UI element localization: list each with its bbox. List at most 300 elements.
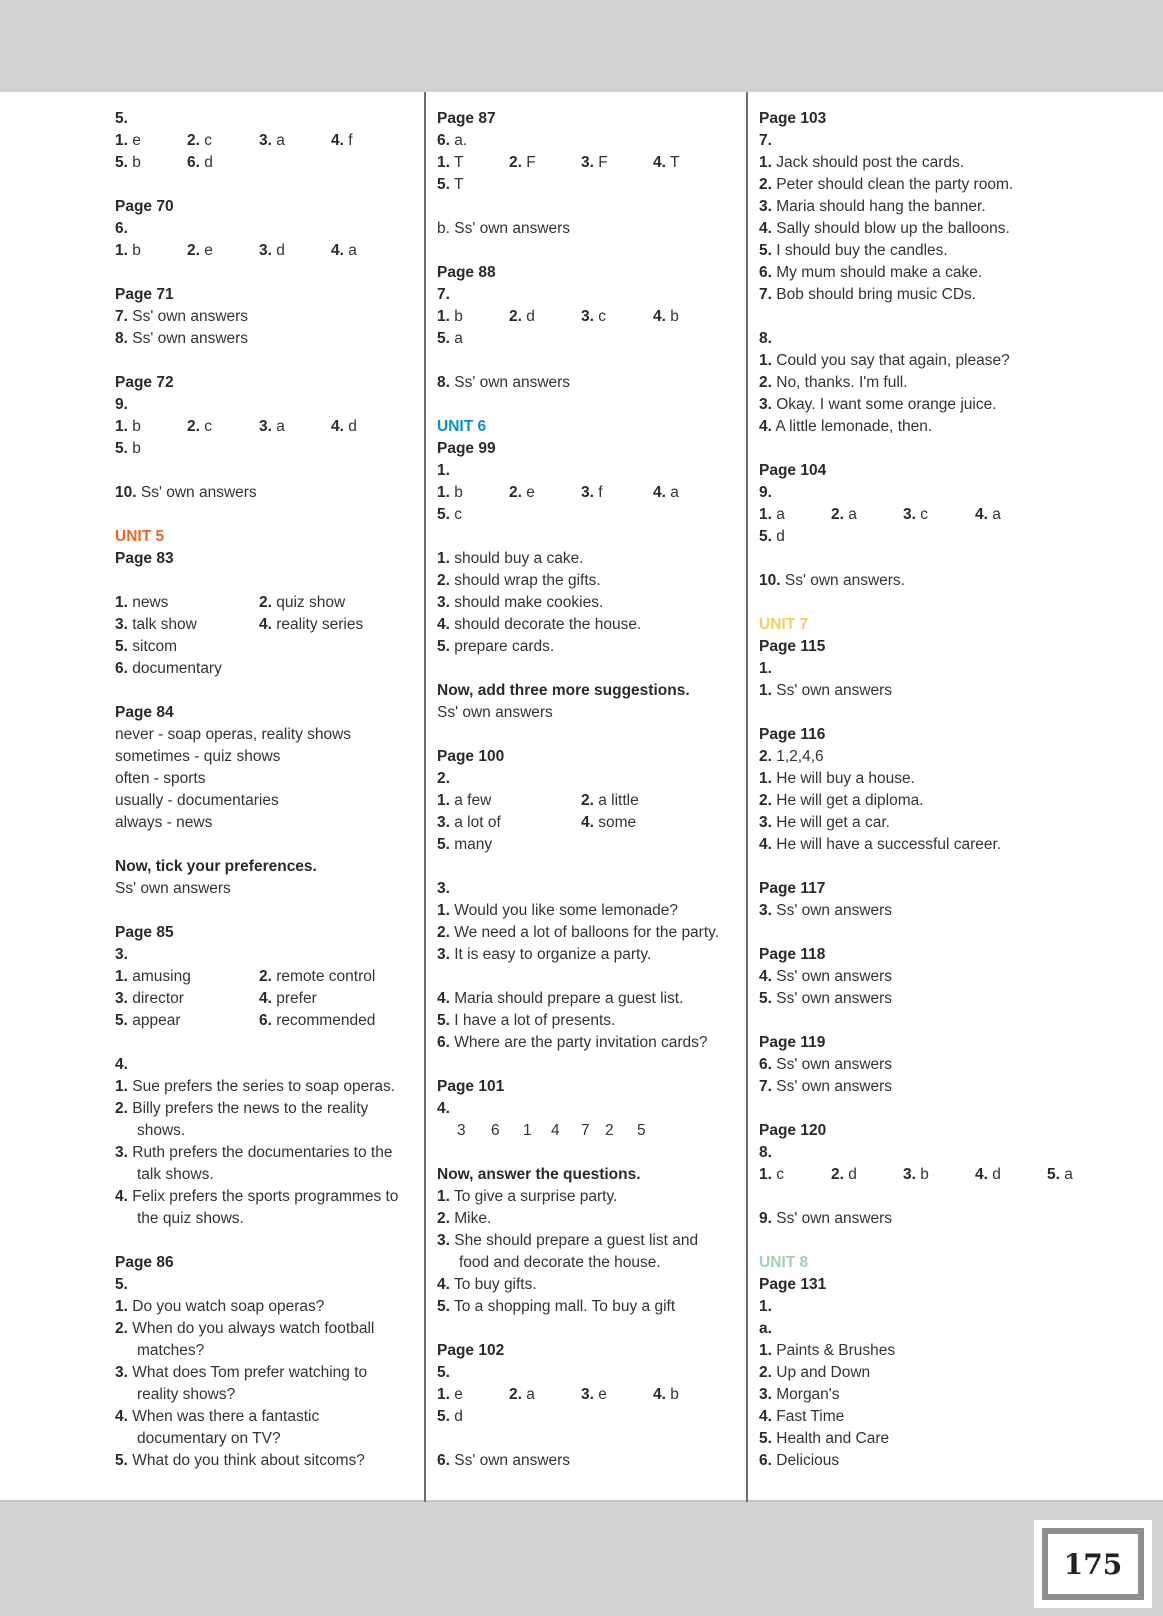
item-answer: Could you say that again, please? [771,352,1010,369]
section-heading: Page 99 [437,440,496,457]
answer-cell [581,482,603,504]
item-answer: c [593,308,606,325]
item-answer: documentary [127,660,222,677]
item-answer: F [593,154,608,171]
item-answer: d [199,154,213,171]
section-heading: Page 88 [437,264,496,281]
answer-text: sometimes - quiz shows [115,748,281,765]
answer-item [115,1076,398,1098]
item-answer: c [449,506,462,523]
item-number: 5. [437,1012,450,1029]
item-number: 3. [759,902,772,919]
item-number: 2. [437,572,450,589]
answer-cell [259,1010,375,1032]
item-answer: He will get a car. [771,814,890,831]
item-number: 2. [437,1210,450,1227]
blank-line [115,570,398,592]
answer-item [759,1076,1013,1098]
section-heading: 4. [437,1100,450,1117]
item-answer: Ss' own answers [771,1210,893,1227]
section-heading: Page 118 [759,946,826,963]
item-answer: d [271,242,285,259]
answer-row [437,174,719,196]
blank-line [759,856,1013,878]
answer-item [759,1208,1013,1230]
item-number: 5. [759,242,772,259]
item-number: 4. [259,616,272,633]
item-number: 2. [759,748,772,765]
section-heading: 8. [759,1144,772,1161]
item-answer: Ss' own answers [771,1078,893,1095]
item-answer: c [771,1166,784,1183]
section-heading: Page 119 [759,1034,826,1051]
section-heading: 9. [115,396,128,413]
answer-item [437,900,719,922]
item-number: 4. [759,220,772,237]
item-number: 2. [259,968,272,985]
item-number: 2. [187,242,200,259]
answer-cell [437,790,491,812]
section-heading: 5. [437,1364,450,1381]
item-number: 1. [759,682,772,699]
answer-item [759,834,1013,856]
answer-cell [437,812,501,834]
item-number: 1. [437,792,450,809]
answer-item [437,1186,719,1208]
item-number: 3. [259,132,272,149]
answer-cell [437,1384,463,1406]
answer-item [759,1406,1013,1428]
item-number: 5. [437,176,450,193]
item-answer: a [271,132,285,149]
answer-cell [115,966,191,988]
blank-line [437,658,719,680]
order-sequence [437,1120,719,1142]
answer-text: Ss' own answers [115,880,231,897]
item-number: 1. [759,506,772,523]
item-answer: e [593,1386,607,1403]
section-heading: Page 83 [115,550,174,567]
item-answer: a [843,506,857,523]
item-answer: a [771,506,785,523]
section-heading: 5. [115,110,128,127]
answer-cell [259,130,285,152]
item-answer: d [843,1166,857,1183]
blank-line [115,834,398,856]
answer-cell [259,988,317,1010]
item-answer: b [449,308,463,325]
item-number: 3. [115,1144,128,1161]
section-heading: 8. [759,330,772,347]
answer-cell [437,482,463,504]
blank-line [437,724,719,746]
item-number: 1. [759,154,772,171]
item-answer: c [915,506,928,523]
blank-line [115,504,398,526]
answer-item [115,1318,398,1340]
item-answer: It is easy to organize a party. [449,946,652,963]
answer-text: usually - documentaries [115,792,279,809]
answer-row [115,614,398,636]
item-answer: appear [127,1012,181,1029]
item-answer: He will buy a house. [771,770,915,787]
answer-item [759,416,1013,438]
item-number: 3. [259,418,272,435]
item-number: 1. [437,1188,450,1205]
item-answer: Ss' own answers [771,682,893,699]
item-number: 5. [115,154,128,171]
answer-cell [653,1384,679,1406]
answer-cell [581,306,606,328]
item-answer: Health and Care [771,1430,890,1447]
item-answer: Mike. [449,1210,492,1227]
item-number: 6. [759,1452,772,1469]
item-number: 5. [115,440,128,457]
answer-item [437,592,719,614]
answer-item [115,1406,398,1428]
answer-row [115,130,398,152]
item-number: 4. [115,1188,128,1205]
item-number: 2. [831,1166,844,1183]
item-number: 4. [653,154,666,171]
item-number: 5. [759,1430,772,1447]
item-answer: To give a surprise party. [449,1188,618,1205]
section-heading: 3. [437,880,450,897]
sequence-number: 1 [523,1122,532,1139]
answer-item [759,570,1013,592]
item-answer: Sally should blow up the balloons. [771,220,1010,237]
item-answer: reality series [271,616,364,633]
blank-line [437,240,719,262]
answer-item [437,1032,719,1054]
answer-item [437,834,719,856]
answer-cell [115,1010,181,1032]
blank-line [115,1230,398,1252]
item-answer: No, thanks. I'm full. [771,374,908,391]
blank-line [759,702,1013,724]
item-answer: e [521,484,535,501]
answer-cell [831,1164,857,1186]
item-answer: Ss' own answers [771,968,893,985]
item-answer: Peter should clean the party room. [771,176,1014,193]
item-answer: Maria should prepare a guest list. [449,990,684,1007]
item-number: 3. [903,1166,916,1183]
item-number: 3. [259,242,272,259]
answer-cell [975,504,1001,526]
answer-row [437,812,719,834]
item-answer: a lot of [449,814,501,831]
answer-item [759,196,1013,218]
answer-item [115,1098,398,1120]
item-answer: remote control [271,968,376,985]
answer-item [437,988,719,1010]
sequence-number: 2 [605,1122,614,1139]
answer-item [759,988,1013,1010]
page-number: 175 [1063,1547,1123,1581]
answer-cell [581,152,608,174]
answer-cell [437,174,463,196]
answer-item [437,1450,719,1472]
item-number: 5. [759,528,772,545]
sequence-number: 4 [551,1122,560,1139]
item-answer: Okay. I want some orange juice. [771,396,997,413]
answer-item [437,130,719,152]
section-heading: 1. [759,660,772,677]
item-answer: Where are the party invitation cards? [449,1034,708,1051]
item-number: 4. [975,1166,988,1183]
item-answer: f [343,132,353,149]
answer-text: Ss' own answers [437,704,553,721]
answer-continuation: matches? [137,1342,205,1359]
item-answer: I should buy the candles. [771,242,948,259]
sequence-number: 3 [457,1122,466,1139]
answer-item [759,966,1013,988]
item-answer: Ruth prefers the documentaries to the [127,1144,393,1161]
item-number: 5. [437,506,450,523]
item-answer: T [449,154,464,171]
item-number: 2. [115,1100,128,1117]
item-number: 3. [115,1364,128,1381]
item-answer: f [593,484,603,501]
item-number: 3. [759,1386,772,1403]
answer-item [759,152,1013,174]
item-number: 6. [187,154,200,171]
answer-cell [115,988,184,1010]
answer-cell [187,152,213,174]
item-number: 2. [759,374,772,391]
item-number: 2. [831,506,844,523]
item-number: 1. [759,1342,772,1359]
answer-row [437,328,719,350]
answer-item [759,900,1013,922]
item-number: 1. [437,550,450,567]
answer-item [759,1384,1013,1406]
blank-line [759,1230,1013,1252]
item-number: 4. [331,418,344,435]
answer-cell [187,240,213,262]
item-answer: 1,2,4,6 [771,748,824,765]
item-number: 3. [437,1232,450,1249]
item-number: 1. [437,484,450,501]
answer-item [437,1230,719,1252]
item-number: 1. [115,242,128,259]
item-number: 1. [437,154,450,171]
blank-line [437,394,719,416]
answer-item [437,1274,719,1296]
answer-text: often - sports [115,770,206,787]
blank-line [759,438,1013,460]
answer-item [115,328,398,350]
unit-heading: UNIT 6 [437,418,487,435]
item-answer: b [127,418,141,435]
item-answer: recommended [271,1012,376,1029]
item-number: 2. [759,1364,772,1381]
answer-cell [437,328,463,350]
item-answer: T [665,154,680,171]
page-number-box [1034,1520,1152,1608]
item-number: 10. [115,484,137,501]
item-number: 3. [115,990,128,1007]
item-answer: I have a lot of presents. [449,1012,616,1029]
answer-item [437,372,719,394]
section-heading: Page 116 [759,726,826,743]
answer-continuation: reality shows? [137,1386,236,1403]
item-answer: quiz show [271,594,346,611]
item-answer: Up and Down [771,1364,871,1381]
item-number: 5. [437,836,450,853]
section-heading: Page 84 [115,704,174,721]
answer-continuation: shows. [137,1122,186,1139]
answer-item [437,944,719,966]
section-heading: 7. [759,132,772,149]
item-number: 6. [759,1056,772,1073]
item-number: 7. [759,1078,772,1095]
blank-line [437,1428,719,1450]
item-number: 4. [437,1276,450,1293]
answer-cell [437,504,462,526]
item-answer: should decorate the house. [449,616,642,633]
blank-line [115,174,398,196]
item-number: 2. [509,1386,522,1403]
bottom-band [0,1502,1163,1616]
answer-cell [903,504,928,526]
answer-item [437,636,719,658]
item-answer: d [771,528,785,545]
answer-item [759,680,1013,702]
answer-cell [115,152,141,174]
answer-row [437,790,719,812]
answer-cell [259,416,285,438]
item-number: 3. [437,594,450,611]
item-number: 4. [437,616,450,633]
item-answer: b [665,308,679,325]
answer-cell [759,1164,784,1186]
item-number: 2. [509,154,522,171]
answer-cell [259,592,345,614]
item-answer: should wrap the gifts. [449,572,601,589]
item-number: 2. [187,132,200,149]
item-number: 7. [115,308,128,325]
answer-row [759,504,1013,526]
item-answer: What does Tom prefer watching to [127,1364,368,1381]
top-band [0,0,1163,92]
answer-item [115,636,398,658]
answer-item [759,1362,1013,1384]
item-number: 6. [759,264,772,281]
item-number: 1. [115,968,128,985]
item-answer: b [915,1166,929,1183]
answer-column-3 [759,108,1073,1472]
item-number: 1. [437,308,450,325]
item-number: 7. [759,286,772,303]
item-number: 2. [509,484,522,501]
item-answer: Ss' own answers [127,330,249,347]
answer-item [759,350,1013,372]
section-heading: 5. [115,1276,128,1293]
answer-column-2 [437,108,719,1472]
answer-cell [115,438,141,460]
column-divider [424,92,426,1502]
answer-item [759,1428,1013,1450]
answer-continuation: documentary on TV? [137,1430,281,1447]
item-number: 4. [259,990,272,1007]
item-answer: Fast Time [771,1408,845,1425]
item-answer: b [127,154,141,171]
answer-row [115,240,398,262]
item-answer: a [987,506,1001,523]
section-heading: Now, answer the questions. [437,1166,641,1183]
section-heading: 4. [115,1056,128,1073]
answer-item [437,614,719,636]
item-number: 4. [653,1386,666,1403]
item-answer: When was there a fantastic [127,1408,320,1425]
answer-cell [187,416,212,438]
column-divider [746,92,748,1502]
item-answer: e [127,132,141,149]
item-number: 5. [437,638,450,655]
item-answer: b [127,440,141,457]
item-answer: Felix prefers the sports programmes to [127,1188,399,1205]
item-answer: b [127,242,141,259]
blank-line [437,1318,719,1340]
answer-item [759,218,1013,240]
item-number: 5. [115,638,128,655]
answer-cell [437,306,463,328]
blank-line [437,966,719,988]
answer-item [759,746,1013,768]
answer-item [115,1450,398,1472]
blank-line [437,1054,719,1076]
item-number: 4. [759,836,772,853]
section-heading: 7. [437,286,450,303]
answer-cell [187,130,212,152]
item-answer: Bob should bring music CDs. [771,286,977,303]
item-answer: My mum should make a cake. [771,264,983,281]
item-number: 5. [437,1298,450,1315]
item-answer: Ss' own answers [771,902,893,919]
answer-item [759,240,1013,262]
answer-text: never - soap operas, reality shows [115,726,352,743]
item-number: 2. [759,792,772,809]
blank-line [115,460,398,482]
item-answer: a [1059,1166,1073,1183]
answer-cell [259,240,285,262]
answer-cell [331,416,357,438]
answer-column-1 [115,108,398,1472]
item-number: 6. [437,132,450,149]
item-answer: She should prepare a guest list and [449,1232,699,1249]
item-answer: c [199,418,212,435]
blank-line [759,922,1013,944]
section-heading: Page 101 [437,1078,505,1095]
section-heading: Page 72 [115,374,174,391]
item-number: 1. [115,1298,128,1315]
item-answer: a little [593,792,639,809]
item-number: 3. [581,1386,594,1403]
answer-row [759,526,1013,548]
item-number: 2. [437,924,450,941]
answer-item [115,1142,398,1164]
section-heading: Page 87 [437,110,496,127]
blank-line [437,856,719,878]
blank-line [115,680,398,702]
item-answer: To buy gifts. [449,1276,537,1293]
item-number: 1. [437,902,450,919]
item-answer: b [665,1386,679,1403]
item-number: 1. [115,132,128,149]
item-answer: d [343,418,357,435]
answer-cell [331,240,357,262]
